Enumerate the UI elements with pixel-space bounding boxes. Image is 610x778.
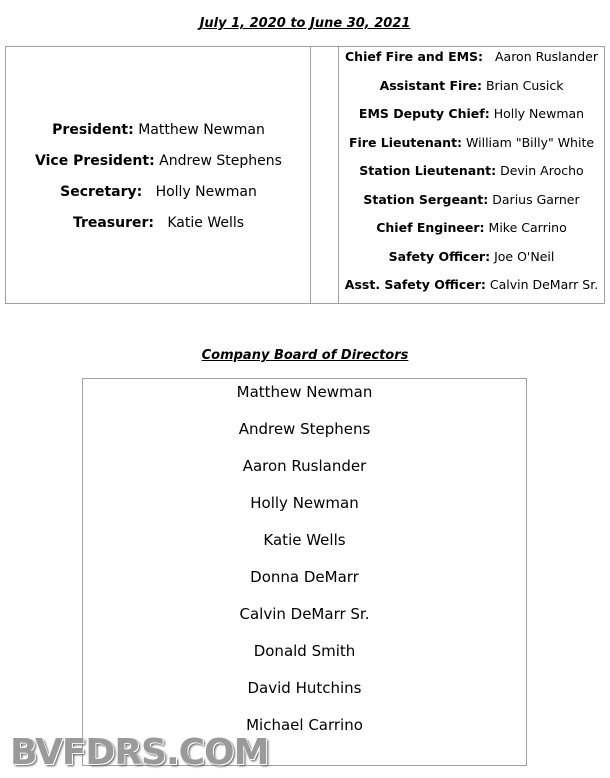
line-officer-row <box>339 133 604 162</box>
line-officer-title: Chief Fire and EMS: <box>345 49 484 64</box>
line-officer-title: Assistant Fire: <box>379 77 482 93</box>
board-member: Aaron Ruslander <box>242 457 367 475</box>
line-officer-row <box>339 190 604 219</box>
board-member: Andrew Stephens <box>238 420 371 438</box>
line-officers-list <box>339 47 604 304</box>
line-officer-title: EMS Deputy Chief: <box>358 106 490 121</box>
officer-row-secretary <box>6 181 311 212</box>
line-officer-name: Holly Newman <box>493 106 585 121</box>
line-officer-name: Aaron Ruslander <box>494 49 598 64</box>
officer-name: Matthew Newman <box>138 122 265 138</box>
line-officer-name: Calvin DeMarr Sr. <box>489 277 599 292</box>
corporate-officers-cell <box>6 47 311 303</box>
corporate-officers-list <box>6 119 311 243</box>
line-officer-title: Station Sergeant: <box>363 191 489 207</box>
officer-title: Treasurer: <box>72 215 155 231</box>
board-member: Katie Wells <box>263 531 346 549</box>
line-officer-title: Station Lieutenant: <box>359 163 497 178</box>
period-heading: July 1, 2020 to June 30, 2021 <box>199 16 411 31</box>
line-officer-row <box>339 76 604 105</box>
officers-table <box>5 46 605 304</box>
line-officers-cell <box>339 47 604 303</box>
line-officer-name: Devin Arocho <box>500 163 584 178</box>
line-officer-row <box>339 47 604 76</box>
line-officer-name: Darius Garner <box>492 191 580 207</box>
spacer-cell <box>311 47 339 303</box>
line-officer-name: Mike Carrino <box>488 220 567 235</box>
line-officer-name: Joe O'Neil <box>494 248 555 264</box>
site-watermark: BVFDRS.COM <box>10 732 269 773</box>
line-officer-row <box>339 218 604 247</box>
officer-row-president <box>6 119 311 150</box>
line-officer-title: Chief Engineer: <box>376 220 485 235</box>
board-member: Donna DeMarr <box>250 568 359 586</box>
line-officer-title: Asst. Safety Officer: <box>344 277 486 292</box>
officer-title: President: <box>52 122 134 138</box>
board-members-box <box>82 378 527 766</box>
line-officer-name: William "Billy" White <box>466 134 595 150</box>
line-officer-title: Safety Officer: <box>388 248 491 264</box>
board-members-list <box>83 381 526 751</box>
line-officer-row <box>339 247 604 276</box>
line-officer-row <box>339 275 604 304</box>
officer-title: Vice President: <box>35 153 155 169</box>
board-member: Michael Carrino <box>246 716 363 734</box>
board-member: Calvin DeMarr Sr. <box>239 605 370 623</box>
line-officer-name: Brian Cusick <box>485 77 564 93</box>
line-officer-title: Fire Lieutenant: <box>348 134 463 150</box>
officer-name: Holly Newman <box>155 184 257 200</box>
officer-row-vice-president <box>6 150 311 181</box>
board-member: Holly Newman <box>250 494 359 512</box>
officer-name: Katie Wells <box>167 215 245 231</box>
officer-row-treasurer <box>6 212 311 243</box>
board-title: Company Board of Directors <box>201 348 409 363</box>
officer-name: Andrew Stephens <box>159 153 282 169</box>
officer-title: Secretary: <box>60 184 143 200</box>
board-member: Donald Smith <box>253 642 356 660</box>
board-member: Matthew Newman <box>236 383 373 401</box>
board-member: David Hutchins <box>247 679 362 697</box>
line-officer-row <box>339 161 604 190</box>
line-officer-row <box>339 104 604 133</box>
